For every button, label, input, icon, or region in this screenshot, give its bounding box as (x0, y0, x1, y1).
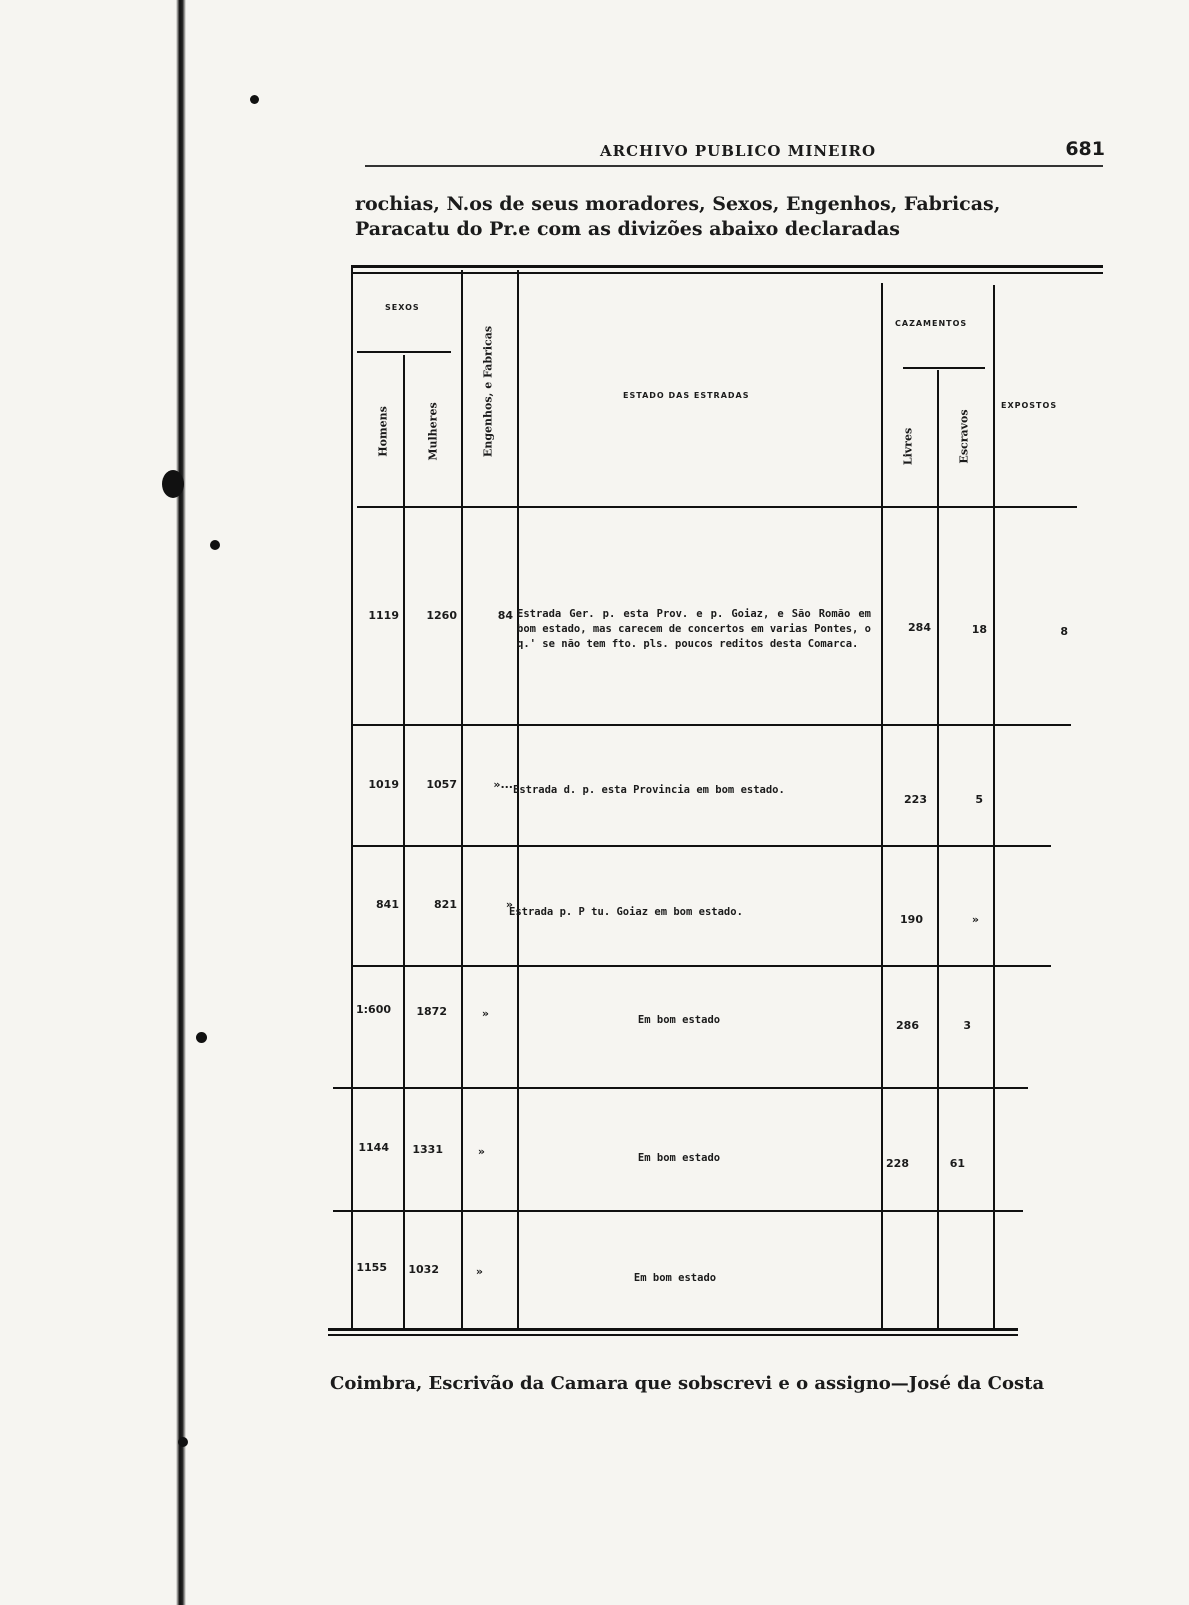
heading-line-2: Paracatu do Pr.e com as divizões abaixo declaradas (355, 218, 900, 240)
ink-speck (178, 1437, 188, 1447)
row2-livres: 223 (904, 793, 927, 806)
table-top-rule-2 (351, 272, 1103, 274)
row-rule-header (357, 506, 1077, 508)
row3-engenhos: » (505, 898, 513, 911)
row1-expostos: 8 (1060, 625, 1068, 638)
row1-estado: Estrada Ger. p. esta Prov. e p. Goiaz, e São Romão em bom estado, mas carecem de concertos em varias Pontes, o q.' se não tem fto. pls. poucos reditos desta Comarca. (517, 608, 872, 650)
row3-homens: 841 (376, 898, 399, 911)
sexos-underline (357, 351, 451, 353)
table-bottom-rule (328, 1328, 1018, 1331)
row1-livres: 284 (908, 621, 931, 634)
header-sexos: SEXOS (385, 303, 420, 312)
col-rule-2 (461, 270, 463, 1328)
row4-mulheres: 1872 (416, 1005, 447, 1018)
ink-speck (162, 470, 184, 498)
page-binding-shadow (176, 0, 186, 1605)
row1-homens: 1119 (368, 609, 399, 622)
row6-homens: 1155 (356, 1261, 387, 1274)
header-rule (365, 165, 1103, 167)
row3-mulheres: 821 (434, 898, 457, 911)
header-escravos: Escravos (957, 409, 971, 464)
col-rule-left (351, 265, 353, 1328)
row5-estado: Em bom estado (637, 1152, 721, 1164)
header-homens: Homens (376, 406, 390, 457)
row4-livres: 286 (896, 1019, 919, 1032)
page-number: 681 (1065, 138, 1105, 160)
signature-line: Coimbra, Escrivão da Camara que sobscrevi e o assigno—José da Costa (330, 1373, 1045, 1394)
row6-estado: Em bom estado (633, 1272, 717, 1284)
row6-engenhos: » (475, 1265, 483, 1278)
ink-speck (250, 95, 259, 104)
ink-speck (210, 540, 220, 550)
row4-escravos: 3 (963, 1019, 971, 1032)
page-header (365, 138, 1105, 164)
row1-mulheres: 1260 (426, 609, 457, 622)
census-table (333, 265, 1103, 1365)
row1-escravos: 18 (971, 623, 987, 636)
table-top-rule (351, 265, 1103, 268)
ink-speck (196, 1032, 207, 1043)
table-heading (355, 192, 1105, 242)
header-livres: Livres (901, 427, 915, 466)
heading-line-1: rochias, N.os de seus moradores, Sexos, Engenhos, Fabricas, (355, 193, 1001, 215)
header-engenhos: Engenhos, e Fabricas (481, 325, 495, 458)
row3-estado: Estrada p. P tu. Goiaz em bom estado. (509, 906, 743, 918)
row1-engenhos: 84 (497, 609, 513, 622)
cazamentos-underline (903, 367, 985, 369)
row-rule-3 (351, 965, 1051, 967)
row2-engenhos: »... (493, 778, 513, 791)
col-rule-5 (937, 370, 939, 1328)
header-mulheres: Mulheres (426, 402, 440, 461)
header-expostos: EXPOSTOS (1001, 401, 1058, 410)
row5-engenhos: » (477, 1145, 485, 1158)
row4-homens: 1:600 (355, 1003, 391, 1016)
row5-homens: 1144 (358, 1141, 389, 1154)
row4-estado: Em bom estado (637, 1014, 721, 1026)
header-cazamentos: CAZAMENTOS (895, 319, 968, 328)
journal-title: ARCHIVO PUBLICO MINEIRO (600, 142, 877, 160)
col-rule-3 (517, 270, 519, 1328)
row5-livres: 228 (886, 1157, 909, 1170)
row2-mulheres: 1057 (426, 778, 457, 791)
row4-engenhos: » (481, 1007, 489, 1020)
row2-escravos: 5 (975, 793, 983, 806)
row2-estado: Estrada d. p. esta Provincia em bom estado. (513, 784, 785, 796)
header-estado: ESTADO DAS ESTRADAS (623, 391, 750, 400)
row5-escravos: 61 (949, 1157, 965, 1170)
row3-escravos: » (971, 913, 979, 926)
row-rule-5 (333, 1210, 1023, 1212)
row-rule-2 (351, 845, 1051, 847)
row3-livres: 190 (900, 913, 923, 926)
col-rule-6 (993, 285, 995, 1328)
row5-mulheres: 1331 (412, 1143, 443, 1156)
row2-homens: 1019 (368, 778, 399, 791)
row-rule-1 (351, 724, 1071, 726)
col-rule-1 (403, 355, 405, 1328)
row6-mulheres: 1032 (408, 1263, 439, 1276)
table-bottom-rule-2 (328, 1334, 1018, 1336)
row-rule-4 (333, 1087, 1028, 1089)
